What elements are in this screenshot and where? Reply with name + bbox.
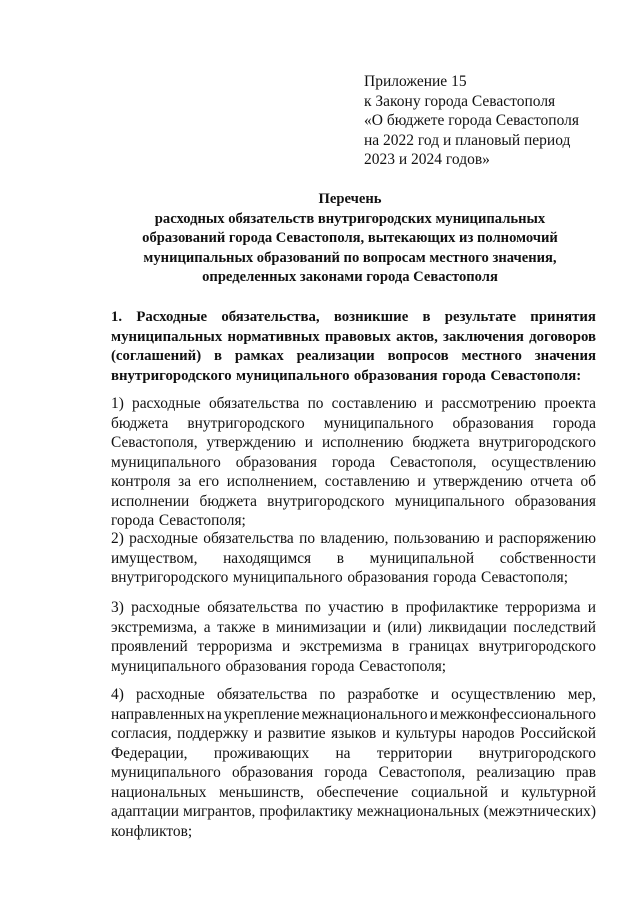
word: народов xyxy=(461,725,515,742)
word: 1) xyxy=(111,395,124,412)
word: в xyxy=(422,309,431,325)
word: муниципального xyxy=(111,657,221,675)
word: в xyxy=(214,348,223,365)
word: (соглашений) xyxy=(111,348,202,365)
word: по xyxy=(299,530,316,547)
paragraph-line xyxy=(111,598,596,618)
word: местного xyxy=(461,348,522,365)
word: муниципального xyxy=(232,569,343,586)
paragraph-line xyxy=(111,433,596,453)
word: профилактику xyxy=(259,803,353,820)
section-line xyxy=(111,367,596,387)
annex-line: на 2022 год и плановый период xyxy=(364,131,571,149)
word: муниципального xyxy=(323,414,434,432)
paragraph-4 xyxy=(111,685,596,841)
word: расходные xyxy=(135,686,205,703)
annex-line: 2023 и 2024 годов» xyxy=(364,151,490,169)
word: 4) xyxy=(111,686,124,703)
word: договоров xyxy=(529,328,596,345)
paragraph-line xyxy=(111,529,596,549)
word: языков xyxy=(331,725,377,742)
word: бюджета xyxy=(412,434,470,451)
word: обеспечение xyxy=(316,783,399,801)
word: осуществлению xyxy=(491,453,596,471)
word: адаптации xyxy=(111,803,179,820)
word: культуры xyxy=(395,725,457,742)
word: города xyxy=(552,414,596,432)
word: и xyxy=(372,618,381,636)
word: и xyxy=(281,638,291,655)
word: внутригородского xyxy=(111,569,229,586)
word: собственности xyxy=(499,549,596,567)
word: осуществлению xyxy=(451,686,556,703)
word: национальных xyxy=(111,783,207,801)
paragraph-line xyxy=(111,763,596,783)
word: Федерации, xyxy=(111,744,188,762)
word: и xyxy=(381,725,391,742)
paragraph-line xyxy=(111,705,596,725)
word: (или) xyxy=(387,618,422,636)
word: и xyxy=(304,434,314,451)
word: утверждению xyxy=(206,434,296,451)
word: правовых xyxy=(324,328,391,345)
word: имуществом, xyxy=(111,549,198,567)
word: муниципальной xyxy=(369,549,475,567)
word: расходные xyxy=(131,599,200,616)
word: мер, xyxy=(567,686,596,703)
word: города xyxy=(442,368,486,385)
word: межнациональных xyxy=(356,803,480,820)
word: муниципального xyxy=(236,368,350,385)
word: муниципального xyxy=(111,764,221,781)
word: муниципального xyxy=(394,492,505,510)
paragraph-1 xyxy=(111,394,596,531)
paragraph-line xyxy=(111,492,596,512)
word: проявлений xyxy=(111,638,188,655)
annex-line: «О бюджете города Севастополя xyxy=(364,112,580,130)
section-line xyxy=(111,328,596,348)
title-line: образований города Севастополя, вытекающих из полномочий xyxy=(142,230,558,247)
word: города xyxy=(111,512,155,529)
annex-line: к Закону города Севастополя xyxy=(364,92,556,110)
word: ликвидации xyxy=(428,618,507,636)
word: и xyxy=(253,725,263,742)
word: вопросов xyxy=(387,348,449,365)
document-title xyxy=(100,190,600,288)
word: экстремизма, xyxy=(111,618,198,636)
word: обязательства, xyxy=(221,309,320,325)
section-line xyxy=(111,308,596,328)
word: за xyxy=(178,473,192,490)
word: в xyxy=(391,638,400,655)
word: рамках xyxy=(234,348,284,365)
word: границах xyxy=(408,638,469,655)
word: проекта xyxy=(544,395,596,412)
title-line: расходных обязательств внутригородских муниципальных xyxy=(154,210,546,227)
word: Севастополя: xyxy=(490,368,582,385)
word: реализацию xyxy=(476,764,555,781)
word: результате xyxy=(444,309,517,325)
word: расходные xyxy=(129,530,198,547)
word: исполнению xyxy=(321,434,404,451)
word: а xyxy=(203,618,211,636)
word: Севастополя; xyxy=(158,512,246,529)
word: (межэтнических) xyxy=(483,803,596,820)
paragraph-line xyxy=(111,394,596,414)
word: и xyxy=(417,473,426,490)
word: составлению xyxy=(331,395,417,412)
word: в xyxy=(391,599,399,616)
word: рассмотрению xyxy=(441,395,537,412)
word: и xyxy=(424,395,434,412)
word: по xyxy=(319,686,336,703)
word: образования xyxy=(231,764,314,781)
word: бюджета xyxy=(199,492,257,510)
word: муниципального xyxy=(111,453,221,471)
word: находящимся xyxy=(223,549,312,567)
word: терроризма xyxy=(505,599,581,616)
section-heading xyxy=(111,308,596,387)
word: внутригородского xyxy=(267,492,385,510)
word: терроризма xyxy=(197,638,273,655)
word: Севастополя; xyxy=(359,657,447,675)
word: муниципальных xyxy=(111,328,223,345)
paragraph-line xyxy=(111,724,596,744)
word: внутригородского xyxy=(187,414,305,432)
word: нормативных xyxy=(227,328,320,345)
word: в xyxy=(336,549,345,567)
word: контроля xyxy=(111,473,171,490)
word: направленных xyxy=(111,705,205,723)
word: в xyxy=(262,618,270,636)
word: укрепление xyxy=(223,705,300,723)
word: расходные xyxy=(132,395,201,412)
word: заключения xyxy=(443,328,524,345)
paragraph-line xyxy=(111,472,596,492)
word: исполнении xyxy=(111,492,190,510)
word: внутригородского xyxy=(478,434,596,451)
word: развитие xyxy=(267,725,326,742)
paragraph-line xyxy=(111,618,596,638)
word: конфликтов; xyxy=(111,822,193,840)
word: прав xyxy=(565,764,596,781)
word: разработке xyxy=(347,686,419,703)
title-line: муниципальных образований по вопросам местного значения, xyxy=(143,249,557,266)
title-line: определенных законами города Севастополя xyxy=(202,269,498,286)
word: 3) xyxy=(111,599,124,616)
word: об xyxy=(580,473,596,490)
word: образования xyxy=(225,657,307,675)
word: на xyxy=(206,705,222,723)
word: и xyxy=(500,783,509,801)
word: распоряжению xyxy=(498,530,596,547)
word: утверждению xyxy=(433,473,523,490)
annex-header xyxy=(364,72,614,170)
word: меньшинств, xyxy=(219,783,304,801)
word: отчета xyxy=(530,473,573,490)
paragraph-line xyxy=(111,511,596,531)
word: культурной xyxy=(521,783,596,801)
word: профилактике xyxy=(405,599,499,616)
paragraph-line xyxy=(111,568,596,588)
paragraph-line xyxy=(111,453,596,473)
section-line xyxy=(111,347,596,367)
paragraph-line xyxy=(111,802,596,822)
word: по xyxy=(307,395,324,412)
word: Севастополя; xyxy=(481,569,568,586)
word: его xyxy=(198,473,220,490)
word: внутригородского xyxy=(111,368,232,385)
word: составлению xyxy=(324,473,410,490)
word: экстремизма xyxy=(299,638,383,655)
word: и xyxy=(430,686,439,703)
word: обязательства xyxy=(216,686,308,703)
word: пользованию xyxy=(393,530,480,547)
word: 2) xyxy=(111,530,124,547)
paragraph-line xyxy=(111,783,596,803)
word: социальной xyxy=(411,783,488,801)
paragraph-line xyxy=(111,549,596,569)
word: поддержку xyxy=(177,725,249,742)
paragraph-line xyxy=(111,414,596,434)
word: города xyxy=(311,657,355,675)
word: Расходные xyxy=(136,309,208,325)
word: города xyxy=(324,764,368,781)
word: реализации xyxy=(296,348,375,365)
word: исполнением, xyxy=(226,473,318,490)
word: последствий xyxy=(513,618,596,636)
annex-line: Приложение 15 xyxy=(364,73,467,90)
word: по xyxy=(304,599,321,616)
word: межконфессионального xyxy=(439,705,596,723)
word: минимизации xyxy=(276,618,367,636)
word: возникшие xyxy=(333,309,409,325)
paragraph-line xyxy=(111,657,596,677)
word: образования xyxy=(235,453,317,471)
word: значения xyxy=(534,348,596,365)
paragraph-line xyxy=(111,744,596,764)
paragraph-2 xyxy=(111,529,596,588)
word: территории xyxy=(376,744,453,762)
word: внутригородского xyxy=(478,744,596,762)
word: образования xyxy=(347,569,429,586)
word: 1. xyxy=(111,309,123,325)
word: межнационального xyxy=(301,705,428,723)
word: проживающих xyxy=(213,744,310,762)
word: Севастополя, xyxy=(378,764,466,781)
word: принятия xyxy=(530,309,596,325)
title-line: Перечень xyxy=(318,191,382,207)
word: участию xyxy=(328,599,384,616)
paragraph-3 xyxy=(111,598,596,676)
paragraph-line xyxy=(111,637,596,657)
word: образования xyxy=(452,414,534,432)
word: и xyxy=(587,599,596,616)
word: обязательства xyxy=(203,530,294,547)
paragraph-line xyxy=(111,822,596,842)
word: и xyxy=(485,530,494,547)
word: мигрантов, xyxy=(182,803,256,820)
word: внутригородского xyxy=(478,638,596,655)
paragraph-line xyxy=(111,685,596,705)
word: образования xyxy=(514,492,596,510)
word: обязательства xyxy=(207,599,298,616)
word: города xyxy=(331,453,376,471)
word: бюджета xyxy=(111,414,169,432)
word: актов, xyxy=(396,328,438,345)
word: Российской xyxy=(520,725,596,742)
word: Севастополя, xyxy=(389,453,477,471)
word: города xyxy=(433,569,477,586)
word: Севастополя, xyxy=(111,434,198,451)
word: согласия, xyxy=(111,725,172,742)
word: образования xyxy=(353,368,438,385)
word: владению, xyxy=(320,530,389,547)
word: также xyxy=(217,618,256,636)
word: обязательства xyxy=(208,395,300,412)
word: и xyxy=(429,705,438,723)
word: на xyxy=(335,744,351,762)
